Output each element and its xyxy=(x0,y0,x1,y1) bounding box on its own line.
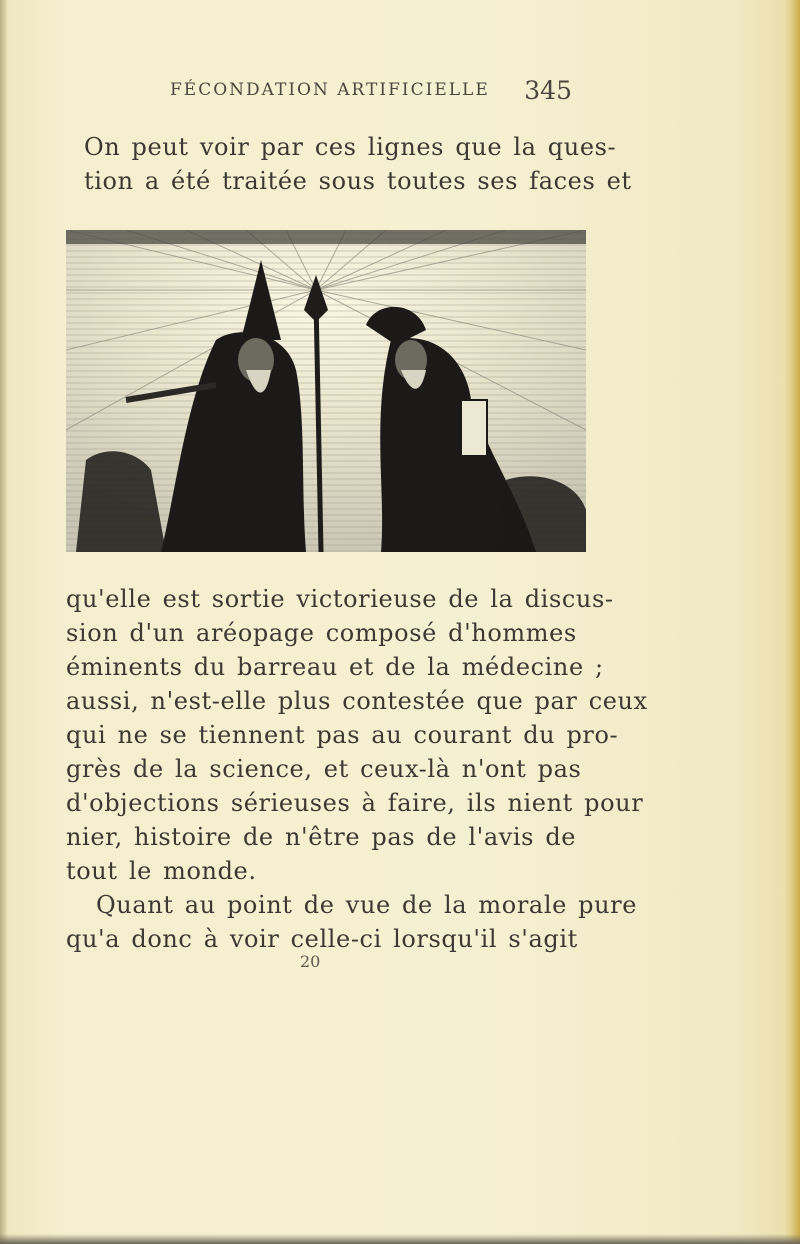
text-line: On peut voir par ces lignes que la ques- xyxy=(84,133,617,161)
engraving-two-kneeling-figures-icon xyxy=(66,230,586,552)
text-line: qui ne se tiennent pas au courant du pro- xyxy=(66,721,619,749)
page-number: 345 xyxy=(524,76,572,105)
page-right-edge xyxy=(784,0,800,1244)
signature-mark: 20 xyxy=(300,952,321,971)
paragraph-body xyxy=(66,582,648,956)
illustration-top-band xyxy=(66,230,586,244)
text-line: aussi, n'est-elle plus contestée que par ceux xyxy=(66,687,648,715)
text-line: grès de la science, et ceux-là n'ont pas xyxy=(66,755,582,783)
text-line: Quant au point de vue de la morale pure xyxy=(96,891,638,919)
book-held xyxy=(461,400,487,456)
running-title: FÉCONDATION ARTIFICIELLE xyxy=(170,80,490,100)
text-line: sion d'un aréopage composé d'hommes xyxy=(66,619,577,647)
page-left-edge xyxy=(0,0,8,1244)
text-line: d'objections sérieuses à faire, ils nient pour xyxy=(66,789,644,817)
text-line: nier, histoire de n'être pas de l'avis de xyxy=(66,823,577,851)
text-line: qu'elle est sortie victorieuse de la discus- xyxy=(66,585,614,613)
running-head xyxy=(170,76,610,114)
text-line: tion a été traitée sous toutes ses faces et xyxy=(84,167,632,195)
paragraph-top xyxy=(84,130,632,198)
page-bottom-edge xyxy=(0,1234,800,1244)
text-line: qu'a donc à voir celle-ci lorsqu'il s'agit xyxy=(66,925,578,953)
text-line: éminents du barreau et de la médecine ; xyxy=(66,653,604,681)
text-line: tout le monde. xyxy=(66,857,257,885)
